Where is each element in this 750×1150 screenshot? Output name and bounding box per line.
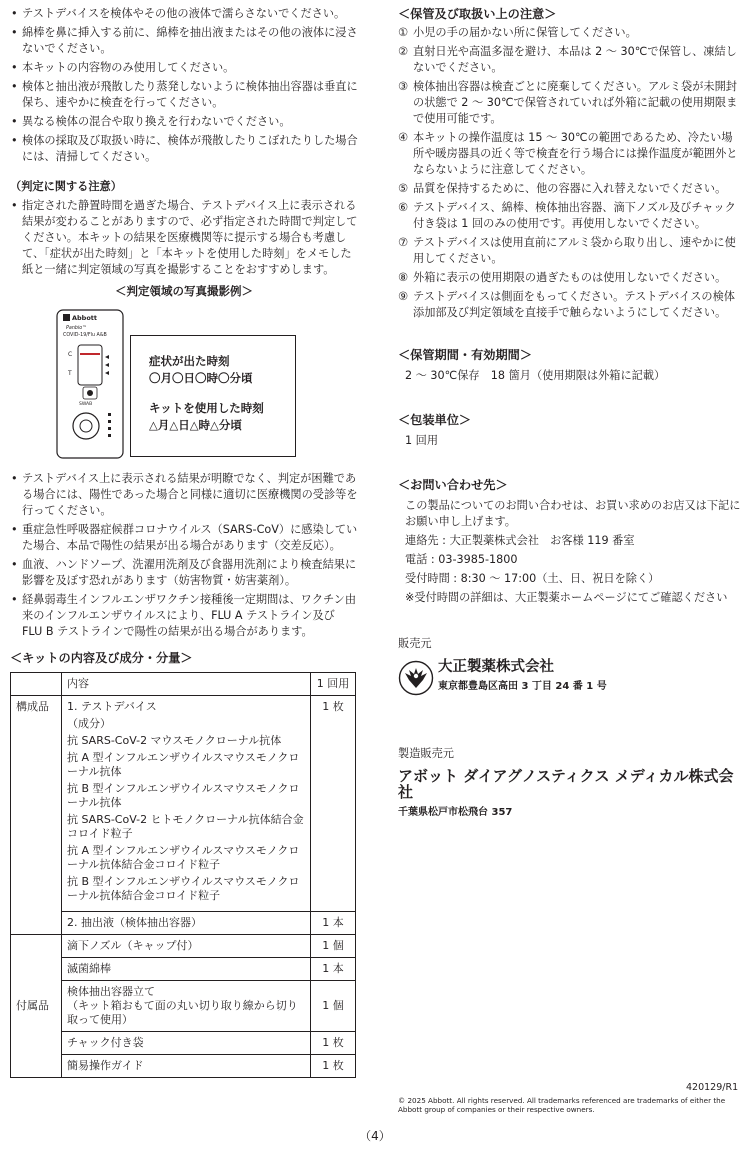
item-text: 直射日光や高温多湿を避け、本品は 2 ～ 30℃で保管し、凍結しないでください。 [413,45,737,74]
table-header-cell: 内容 [62,673,311,696]
result-notes-list [10,471,358,640]
table-cell [62,981,311,1032]
period-heading: ＜保管期間・有効期間＞ [398,348,533,362]
maker-name: アボット ダイアグノスティクス メディカル株式会社 [398,767,734,801]
table-cell: 滴下ノズル（キャップ付） [62,935,311,958]
memo-use-label: キットを使用した時刻 [149,401,264,415]
photo-example-title: ＜判定領域の写真撮影例＞ [115,284,253,298]
table-row [11,1032,356,1055]
item-text: 検体抽出容器は検査ごとに廃棄してください。アルミ袋が未開封の状態で 2 ～ 30℃で保管されていれば外箱に記載の使用期限まで使用可能です。 [413,80,738,125]
precautions-list [10,6,358,165]
item-name: 検体抽出容器立て [67,985,155,998]
list-item: • 血液、ハンドソープ、洗濯用洗剤及び食器用洗剤により検査結果に影響を及ぼす恐れがあります（妨害物質・妨害薬剤）。 [10,557,358,589]
test-device-illustration [56,309,124,459]
qty-cell: 1 本 [311,912,356,935]
left-column [10,6,358,1078]
component: 抗 A 型インフルエンザウイルスマウスモノクローナル抗体結合金コロイド粒子 [67,844,300,871]
memo-symptom-label: 症状が出た時刻 [149,354,230,368]
device-model: Panbio™ [66,326,87,331]
item-number: ⑤ [398,182,409,195]
list-item: • 検体と抽出液が飛散したり蒸発しないように検体抽出容器は垂直に保ち、速やかに検査を行ってください。 [10,79,358,111]
pack-text: 1 回用 [405,434,439,447]
table-row [11,912,356,935]
qty-cell: 1 個 [311,935,356,958]
memo-symptom-time: 〇月〇日〇時〇分頃 [149,371,253,385]
list-item: • 綿棒を鼻に挿入する前に、綿棒を抽出液またはその他の液体に浸さないでください。 [10,25,358,57]
item-number: ⑧ [398,271,409,284]
list-item [398,79,742,127]
page-number: （4） [359,1129,391,1143]
device-model-name: COVID-19/Flu A&B [63,333,107,338]
storage-heading: ＜保管及び取扱い上の注意＞ [398,7,557,21]
contact-block [405,498,742,606]
component: 抗 A 型インフルエンザウイルスマウスモノクローナル抗体 [67,751,300,778]
table-row [11,958,356,981]
list-item: • 指定された静置時間を過ぎた場合、テストデバイス上に表示される結果が変わることがありますので、必ず指定された時間で判定してください。本キットの結果を医療機関等に提示する場合も考慮して、「症状が出た時刻」と「本キットを使用した時刻」をメモした紙と一緒に判定領域の写真を撮影することをおすすめします。 [10,198,358,278]
list-item [398,130,742,178]
memo-use-time: △月△日△時△分頃 [149,418,242,432]
component: 抗 B 型インフルエンザウイルスマウスモノクローナル抗体結合金コロイド粒子 [67,875,300,902]
list-item: • 経鼻弱毒生インフルエンザワクチン接種後一定期間は、ワクチン由来のインフルエンザウイルスにより、FLU A テストライン及び FLU B テストラインで陽性の結果が出る場合があります。 [10,592,358,640]
contact-hours: 受付時間 : 8:30 ～ 17:00（土、日、祝日を除く） [405,572,660,585]
list-item: • 異なる検体の混合や取り換えを行わないでください。 [10,114,358,130]
contact-phone: 電話 : 03-3985-1800 [405,553,518,566]
item-name: 1. テストデバイス [67,700,157,713]
list-item [398,181,742,197]
list-item: • 検体の採取及び取扱い時に、検体が飛散したりこぼれたりした場合には、清掃してください。 [10,133,358,165]
list-item [398,200,742,232]
contact-heading: ＜お問い合わせ先＞ [398,478,508,492]
contact-name: 連絡先 : 大正製薬株式会社 お客様 119 番室 [405,534,635,547]
seller-address: 東京都豊島区高田 3 丁目 24 番 1 号 [438,681,607,692]
photo-example [10,305,358,463]
kit-contents-heading: ＜キットの内容及び成分・分量＞ [10,651,193,665]
device-label: SWAB [79,402,93,407]
item-number: ③ [398,80,409,93]
table-row [11,1055,356,1078]
judge-list [10,198,358,278]
table-cell: 簡易操作ガイド [62,1055,311,1078]
device-brand: Abbott [72,314,98,322]
qty-cell: 1 枚 [311,1055,356,1078]
maker-label: 製造販売元 [398,747,454,760]
contact-note: ※受付時間の詳細は、大正製薬ホームページにてご確認ください [405,591,728,604]
table-cell [62,696,311,912]
list-item: • 本キットの内容物のみ使用してください。 [10,60,358,76]
qty-cell: 1 枚 [311,1032,356,1055]
storage-list [398,25,742,321]
taisho-logo-icon [398,660,434,696]
item-number: ⑥ [398,201,409,214]
table-header-row [11,673,356,696]
judge-heading: （判定に関する注意） [10,180,122,193]
maker-address: 千葉県松戸市松飛台 357 [398,807,513,818]
item-text: テストデバイスは使用直前にアルミ袋から取り出し、速やかに使用してください。 [413,236,736,265]
item-number: ① [398,26,409,39]
list-item: • 重症急性呼吸器症候群コロナウイルス（SARS-CoV）に感染していた場合、本品で陽性の結果が出る場合があります（交差反応）。 [10,522,358,554]
seller-name: 大正製薬株式会社 [438,659,554,675]
qty-cell: 1 枚 [311,696,356,912]
item-sub: （成分） [67,717,111,730]
contact-intro: この製品についてのお問い合わせは、お買い求めのお店又は下記にお願い申し上げます。 [405,499,741,528]
item-number: ④ [398,131,409,144]
test-mark: T [68,370,72,377]
component: 抗 B 型インフルエンザウイルスマウスモノクローナル抗体 [67,782,300,809]
table-header-cell [11,673,62,696]
copyright-notice: © 2025 Abbott. All rights reserved. All trademarks referenced are trademarks of either the Abbott group of companies or their respective owners. [398,1096,726,1114]
list-item [398,235,742,267]
item-number: ② [398,45,409,58]
list-item: • テストデバイス上に表示される結果が明瞭でなく、判定が困難である場合には、陽性であった場合と同様に適切に医療機関の受診等を行ってください。 [10,471,358,519]
qty-cell: 1 個 [311,981,356,1032]
item-text: テストデバイス、綿棒、検体抽出容器、滴下ノズル及びチャック付き袋は 1 回のみの使用です。再使用しないでください。 [413,201,736,230]
table-cell: チャック付き袋 [62,1032,311,1055]
seller-block [398,658,742,702]
right-column [398,6,742,821]
period-text: 2 ～ 30℃保存 18 箇月（使用期限は外箱に記載） [405,369,666,382]
item-text: テストデバイスは側面をもってください。テストデバイスの検体添加部及び判定領域を直接手で触らないようにしてください。 [413,290,735,319]
item-number: ⑦ [398,236,409,249]
kit-contents-table [10,672,356,1078]
component: 抗 SARS-CoV-2 マウスモノクローナル抗体 [67,734,282,747]
list-item [398,25,742,41]
table-cell: 滅菌綿棒 [62,958,311,981]
table-header-cell: 1 回用 [311,673,356,696]
item-number: ⑨ [398,290,409,303]
group-label: 付属品 [11,935,62,1078]
pack-heading: ＜包装単位＞ [398,413,472,427]
component: 抗 SARS-CoV-2 ヒトモノクローナル抗体結合金コロイド粒子 [67,813,304,840]
table-row [11,981,356,1032]
item-note: （キット箱おもて面の丸い切り取り線から切り取って使用） [67,999,298,1026]
table-row [11,696,356,912]
item-text: 本キットの操作温度は 15 ～ 30℃の範囲であるため、冷たい場所や暖房器具の近く等で検査を行う場合には操作温度が範囲外とならないように注意してください。 [413,131,738,176]
item-text: 小児の手の届かない所に保管してください。 [413,26,637,39]
list-item [398,44,742,76]
control-mark: C [68,351,73,358]
table-cell: 2. 抽出液（検体抽出容器） [62,912,311,935]
table-row [11,935,356,958]
qty-cell: 1 本 [311,958,356,981]
item-text: 品質を保持するために、他の容器に入れ替えないでください。 [413,182,727,195]
document-code: 420129/R1 [686,1082,739,1093]
list-item [398,289,742,321]
item-text: 外箱に表示の使用期限の過ぎたものは使用しないでください。 [413,271,727,284]
seller-label: 販売元 [398,637,432,650]
list-item [398,270,742,286]
memo-card [130,335,296,457]
group-label: 構成品 [11,696,62,935]
list-item: • テストデバイスを検体やその他の液体で濡らさないでください。 [10,6,358,22]
